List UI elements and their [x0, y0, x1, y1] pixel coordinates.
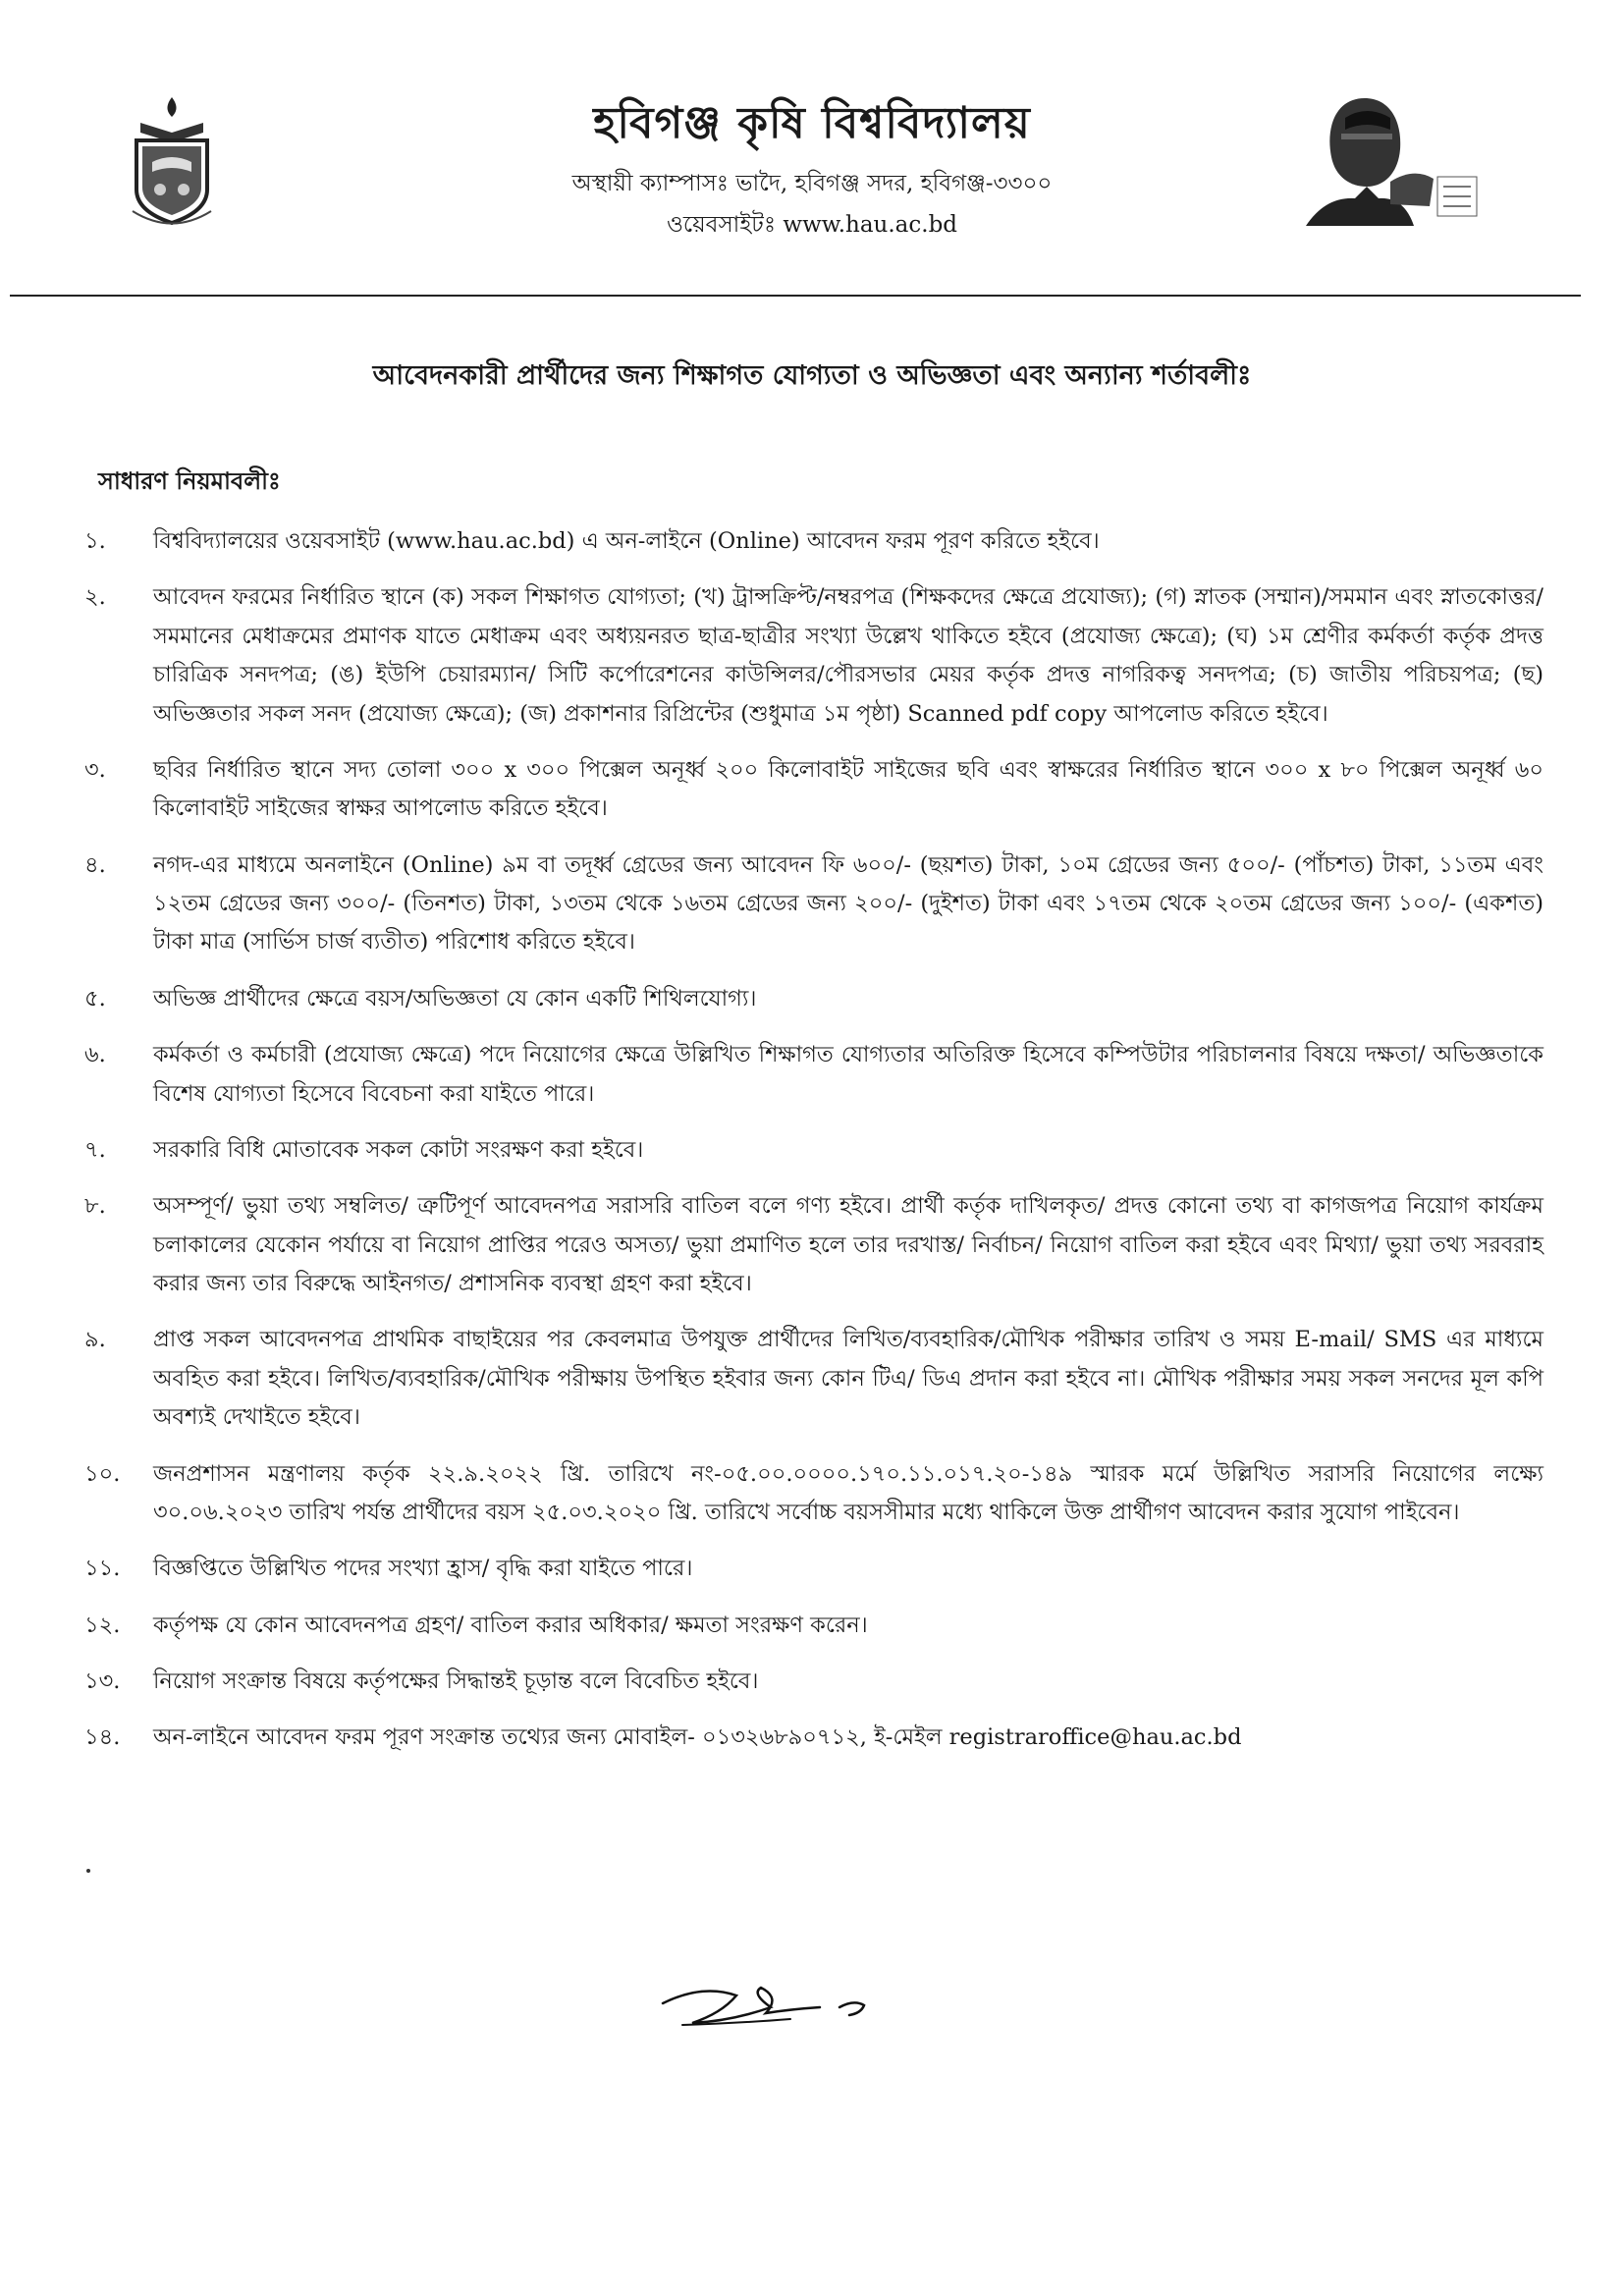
rule-item	[84, 1131, 1543, 1170]
rule-number: ১.	[84, 528, 106, 554]
rule-text: অসম্পূর্ণ/ ভুয়া তথ্য সম্বলিত/ ত্রুটিপূর্ণ আবেদনপত্র সরাসরি বাতিল বলে গণ্য হইবে। প্রার্থী কর্তৃক দাখিলকৃত/ প্রদত্ত কোনো তথ্য বা কাগজপত্র নিয়োগ কার্যক্রম চলাকালের যেকোন পর্যায়ে বা নিয়োগ প্রাপ্তির পরেও অসত্য/ ভুয়া প্রমাণিত হলে তার দরখাস্ত/ নির্বাচন/ নিয়োগ বাতিল করা হইবে এবং মিথ্যা/ ভুয়া তথ্য সরবরাহ করার জন্য তার বিরুদ্ধে আইনগত/ প্রশাসনিক ব্যবস্থা গ্রহণ করা হইবে।	[153, 1193, 1543, 1296]
rule-text: অভিজ্ঞ প্রার্থীদের ক্ষেত্রে বয়স/অভিজ্ঞতা যে কোন একটি শিথিলযোগ্য।	[153, 985, 757, 1011]
handwritten-signature-icon	[643, 1964, 938, 2043]
rule-item	[84, 980, 1543, 1018]
rule-text: প্রাপ্ত সকল আবেদনপত্র প্রাথমিক বাছাইয়ের পর কেবলমাত্র উপযুক্ত প্রার্থীদের লিখিত/ব্যবহারিক/মৌখিক পরীক্ষার তারিখ ও সময় E-mail/ SMS এর মাধ্যমে অবহিত করা হইবে। লিখিত/ব্যবহারিক/মৌখিক পরীক্ষায় উপস্থিত হইবার জন্য কোন টিএ/ ডিএ প্রদান করা হইবে না। মৌখিক পরীক্ষার সময় সকল সনদের মূল কপি অবশ্যই দেখাইতে হইবে।	[153, 1327, 1543, 1431]
rule-text: বিজ্ঞপ্তিতে উল্লিখিত পদের সংখ্যা হ্রাস/ বৃদ্ধি করা যাইতে পারে।	[153, 1556, 693, 1582]
campus-address: অস্থায়ী ক্যাম্পাসঃ ভাদৈ, হবিগঞ্জ সদর, হবিগঞ্জ-৩৩০০	[571, 171, 1053, 196]
rule-number: ১৪.	[84, 1724, 121, 1751]
rule-item	[84, 1719, 1543, 1757]
rule-item	[84, 751, 1543, 829]
rule-text: অন-লাইনে আবেদন ফরম পূরণ সংক্রান্ত তথ্যের জন্য মোবাইল- ০১৩২৬৮৯০৭১২, ই-মেইল registraroffice@hau.ac.bd	[153, 1724, 1242, 1751]
header-divider	[10, 295, 1581, 297]
rule-number: ১০.	[84, 1460, 121, 1487]
rule-text: নিয়োগ সংক্রান্ত বিষয়ে কর্তৃপক্ষের সিদ্ধান্তই চূড়ান্ত বলে বিবেচিত হইবে।	[153, 1668, 759, 1694]
rule-number: ৫.	[84, 985, 106, 1011]
margin-dot	[86, 1869, 90, 1873]
rule-item	[84, 578, 1543, 734]
rule-text: ছবির নির্ধারিত স্থানে সদ্য তোলা ৩০০ x ৩০০ পিক্সেল অনূর্ধ্ব ২০০ কিলোবাইট সাইজের ছবি এবং স্বাক্ষরের নির্ধারিত স্থানে ৩০০ x ৮০ পিক্সেল অনূর্ধ্ব ৬০ কিলোবাইট সাইজের স্বাক্ষর আপলোড করিতে হইবে।	[153, 756, 1543, 822]
rules-list	[84, 522, 1543, 1776]
university-name: হবিগঞ্জ কৃষি বিশ্ববিদ্যালয়	[593, 98, 1031, 148]
rule-number: ৪.	[84, 851, 106, 878]
rule-item	[84, 1036, 1543, 1114]
rule-number: ৯.	[84, 1327, 106, 1353]
rule-number: ১১.	[84, 1556, 121, 1582]
rule-text: বিশ্ববিদ্যালয়ের ওয়েবসাইট (www.hau.ac.bd) এ অন-লাইনে (Online) আবেদন ফরম পূরণ করিতে হইবে।	[153, 528, 1100, 554]
rule-number: ৬.	[84, 1042, 106, 1068]
rule-item	[84, 1663, 1543, 1701]
rule-number: ৩.	[84, 756, 106, 783]
rule-item	[84, 1550, 1543, 1588]
rule-number: ৮.	[84, 1193, 106, 1220]
rule-item	[84, 1321, 1543, 1437]
rule-item	[84, 847, 1543, 962]
rule-item	[84, 1607, 1543, 1645]
rule-text: সরকারি বিধি মোতাবেক সকল কোটা সংরক্ষণ করা হইবে।	[153, 1136, 644, 1163]
rule-number: ৭.	[84, 1136, 106, 1163]
rule-text: কর্তৃপক্ষ যে কোন আবেদনপত্র গ্রহণ/ বাতিল করার অধিকার/ ক্ষমতা সংরক্ষণ করেন।	[153, 1612, 868, 1638]
website-line: ওয়েবসাইটঃ www.hau.ac.bd	[666, 212, 958, 238]
document-heading: আবেদনকারী প্রার্থীদের জন্য শিক্ষাগত যোগ্যতা ও অভিজ্ঞতা এবং অন্যান্য শর্তাবলীঃ	[372, 360, 1252, 391]
rule-text: নগদ-এর মাধ্যমে অনলাইনে (Online) ৯ম বা তদূর্ধ্ব গ্রেডের জন্য আবেদন ফি ৬০০/- (ছয়শত) টাকা, ১০ম গ্রেডের জন্য ৫০০/- (পাঁচশত) টাকা, ১১তম এবং ১২তম গ্রেডের জন্য ৩০০/- (তিনশত) টাকা, ১৩তম থেকে ১৬তম গ্রেডের জন্য ২০০/- (দুইশত) টাকা এবং ১৭তম থেকে ২০তম গ্রেডের জন্য ১০০/- (একশত) টাকা মাত্র (সার্ভিস চার্জ ব্যতীত) পরিশোধ করিতে হইবে।	[153, 851, 1543, 956]
rule-text: জনপ্রশাসন মন্ত্রণালয় কর্তৃক ২২.৯.২০২২ খ্রি. তারিখে নং-০৫.০০.০০০০.১৭০.১১.০১৭.২০-১৪৯ স্মারক মর্মে উল্লিখিত সরাসরি নিয়োগের লক্ষ্যে ৩০.০৬.২০২৩ তারিখ পর্যন্ত প্রার্থীদের বয়স ২৫.০৩.২০২০ খ্রি. তারিখে সর্বোচ্চ বয়সসীমার মধ্যে থাকিলে উক্ত প্রার্থীগণ আবেদন করার সুযোগ পাইবেন।	[153, 1460, 1543, 1525]
section-title: সাধারণ নিয়মাবলীঃ	[98, 466, 281, 495]
rule-item	[84, 1187, 1543, 1303]
rule-item	[84, 522, 1543, 561]
rule-number: ১৩.	[84, 1668, 121, 1694]
mujib-100-emblem-icon	[1296, 88, 1483, 236]
letterhead	[0, 0, 1624, 295]
rule-item	[84, 1455, 1543, 1533]
rule-text: আবেদন ফরমের নির্ধারিত স্থানে (ক) সকল শিক্ষাগত যোগ্যতা; (খ) ট্রান্সক্রিপ্ট/নম্বরপত্র (শিক্ষকদের ক্ষেত্রে প্রযোজ্য); (গ) স্নাতক (সম্মান)/সমমান এবং স্নাতকোত্তর/সমমানের মেধাক্রমের প্রমাণক যাতে মেধাক্রম এবং অধ্যয়নরত ছাত্র-ছাত্রীর সংখ্যা উল্লেখ থাকিতে হইবে (প্রযোজ্য ক্ষেত্রে); (ঘ) ১ম শ্রেণীর কর্মকর্তা কর্তৃক প্রদত্ত চারিত্রিক সনদপত্র; (ঙ) ইউপি চেয়ারম্যান/ সিটি কর্পোরেশনের কাউন্সিলর/পৌরসভার মেয়র কর্তৃক প্রদত্ত নাগরিকত্ব সনদপত্র; (চ) জাতীয় পরিচয়পত্র; (ছ) অভিজ্ঞতার সকল সনদ (প্রযোজ্য ক্ষেত্রে); (জ) প্রকাশনার রিপ্রিন্টের (শুধুমাত্র ১ম পৃষ্ঠা) Scanned pdf copy আপলোড করিতে হইবে।	[153, 584, 1543, 727]
rule-number: ১২.	[84, 1612, 121, 1638]
rule-number: ২.	[84, 584, 106, 611]
rule-text: কর্মকর্তা ও কর্মচারী (প্রযোজ্য ক্ষেত্রে) পদে নিয়োগের ক্ষেত্রে উল্লিখিত শিক্ষাগত যোগ্যতার অতিরিক্ত হিসেবে কম্পিউটার পরিচালনার বিষয়ে দক্ষতা/ অভিজ্ঞতাকে বিশেষ যোগ্যতা হিসেবে বিবেচনা করা যাইতে পারে।	[153, 1042, 1543, 1107]
